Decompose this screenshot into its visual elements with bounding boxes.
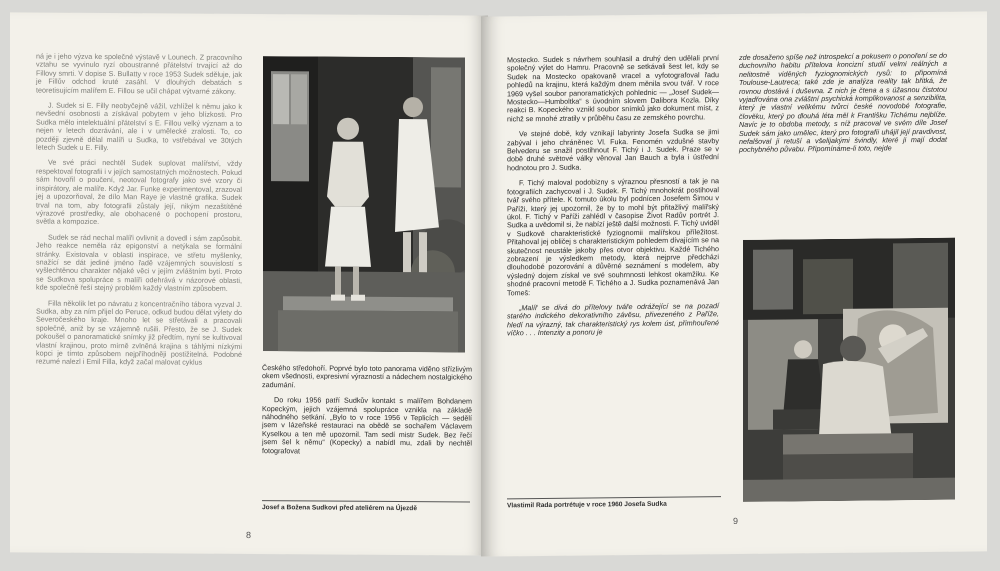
left-page bbox=[10, 12, 488, 555]
paragraph: Mostecko. Sudek s návrhem souhlasil a druhý den udělali první společný výlet do Hamru. Pracovně se setkávali šest let, kdy se Sudek na Mostecko opakovaně vracel a vyfotografoval řadu pohledů na krajinu, která každým dnem měnila svou tvář. V roce 1969 vyšel soubor panoramatických pohlednic — „Josef Sudek—Mostecko—Humboltka“ s úvodním slovem Dalibora Kozla. Díky reakci B. Kopeckého vznikl soubor snímků jako dokument míst, z nichž se mnohé ztratily v průběhu času ze zemského povrchu. bbox=[507, 53, 719, 124]
paragraph: F. Tichý maloval podobizny s výraznou přesností a tak je na fotografiích zachycoval i J. Sudek. F. Tichý mnohokrát postihoval tvář svého přítele. K tomuto úkolu byl podnícen Josefem Šimou v Paříži, který jej upozornil, že by to mohl být přitažlivý malířský úkol. F. Tichý v Paříži zahlédl v časopise Život Radův portrét J. Sudka a uvědomil si, že nabízí ještě další možnosti. F. Tichý uviděl v Sudkově charakteristické fyziognomii malířskou příležitost. Přitahoval jej obličej s charakteristickým pohledem dívajícím se na skutečnost neustále jakoby přes otvor objektivu. Každé Tichého zobrazení je výsledkem metody, která nejprve předcházi dlouhodobé pozorování a důvěrné seznámení s modelem, aby výsledný dojem získal ve své souhrnnosti lehkost okamžiku. Ke shodné pracovní metodě F. Tichého a J. Sudka poznamenává Jan Tomeš: bbox=[507, 176, 719, 297]
left-column-text-2 bbox=[262, 364, 472, 464]
rada-portrait-photo bbox=[743, 238, 955, 502]
paragraph: Ve své práci nechtěl Sudek suplovat malířství, vždy respektoval fotografii i v jejích samostatných možnostech. Pokud sám hovořil o poučení, neotoval fotografy jako své vzory či inspirátory, ale malíře. Když Jar. Funke experimentoval, zrazoval jej a upozorňoval, že dílo Man Raye je vlastně grafika. Sudek trval na tom, aby fotografii zůstaly její, nikým nezaštítěné výrazové prostředky, ale obohacené o pochopení prostoru, světla a kompozice. bbox=[36, 158, 242, 227]
paragraph: Filla několik let po návratu z koncentračního tábora vyzval J. Sudka, aby za ním přijel do Peruce, odkud budou dělat výlety do Severočeského kraje. Mnoho let se střetávali a pracovali společně, aniž by se vzájemně rušili. Přesto, že se J. Sudek pokoušel o panoramatické snímky již předtím, nyní se kultivoval vlastní krajinou, proto mírně zvlněná krajina s táhlými nízkými kopci je tímto způsobem nejpříhodněji postižitelná. Podobné rezumé nalezl i Emil Filla, když začal malovat cyklus bbox=[36, 298, 242, 368]
paragraph: zde dosaženo spíše než introspekcí a pokusem o ponoření se do duchovního habitu přítelova koncizní studií velmi reálných a nelitostně viděných fyziognomických rysů: to připomíná Toulouse-Lautreca; také zde je analýza reality tak břitká, že rovnou dostává i duševna. Z nich je čtena a s úžasnou čistotou vyjadřována ona zvláštní psychická komplikovanost a senzibilita, který je vlastní velikému tvůrci české novodobé fotografie, člověku, který po dlouhá léta měl k Františku Tichému nejblíže. Navíc je to obdoba metody, s níž pracoval ve svém díle Josef Sudek sám jako umělec, který pro fotografii uhájil její pravdivost, nefalšoval ji retuší a všelijakými švindly, které ji mají dodat pochybného půvabu. Připomínáme-li toto, nejde bbox=[739, 50, 947, 155]
sudek-couple-photo bbox=[263, 56, 465, 352]
photo-caption: Vlastimil Rada portrétuje v roce 1960 Josefa Sudka bbox=[507, 500, 667, 510]
paragraph: Sudek se rád nechal malíři ovlivnit a dovedl i sám zapůsobit. Jeho reakce neměla ráz epigonství a netýkala se formální stránky. Existovala v oblasti inspirace, ve střetu myšlenky, snažící se dát jediné jméno řadě vzájemných souvislostí s vyšlechtěnou charakter nějaké věci v jejím zvláštním bytí. Proto se Sudkova spolupráce s malíři odehrává v názorové oblasti, kde společně řeší stejný problém každý vlastním způsobem. bbox=[36, 232, 242, 294]
paragraph: Českého středohoří. Poprvé bylo toto panorama viděno střízlivým okem všednosti, expresivní výrazností a nádechem nostalgického zadumání. bbox=[262, 363, 472, 390]
photo-caption: Josef a Božena Sudkovi před ateliérem na Újezdě bbox=[262, 504, 418, 513]
caption-divider bbox=[262, 500, 470, 502]
paragraph: Do roku 1956 patří Sudkův kontakt s malířem Bohdanem Kopeckým, jejich vzájemná spolupráce vznikla na základě náhodného setkání. „Bylo to v roce 1956 v Teplicích — sedělí jsem v lázeňské restauraci na obědě se sochařem Václavem Kyselkou a ten mě upozornil. Tam sedí mistr Sudek. Bez řečí jsem šel k němu“ (Kopecky) a nabídl mu, zdali by nechtěl fotografovat bbox=[262, 395, 472, 456]
page-number: 8 bbox=[246, 529, 252, 541]
page-number: 9 bbox=[733, 515, 739, 527]
right-column-text-2 bbox=[739, 52, 947, 162]
caption-divider bbox=[507, 496, 721, 499]
right-page bbox=[481, 11, 987, 556]
paragraph: J. Sudek si E. Filly neobyčejně vážil, vzhlížel k němu jako k nevšední osobnosti a získával pobytem v jeho blízkosti. Pro Sudka mělo intelektuální přátelství s E. Fillou velký význam a to nejen v letech dozrávání, ale i v umělecké zralosti. To, co později zjevně dělal malíři u Sudka, to vstřebával ve 30tých letech Sudek u E. Filly. bbox=[36, 100, 242, 153]
left-column-text bbox=[36, 53, 242, 375]
paragraph: Ve stejné době, kdy vznikají labyrinty Josefa Sudka se jimi zabýval i jeho chráněnec Vl. Fuka. Fenomén vzdušné stavby Belvederu se snažil postihnout F. Tichý i J. Sudek. Praze se v době druhé světové války věnoval Jan Bauch a byla i ústřední hodnotou pro J. Sudka. bbox=[507, 127, 719, 173]
quote: „Malíř se dívá do přítelovy tváře odrážející se na pozadí starého indického dekorativního závěsu, přivezeného z Paříže, hledí na výrazný, tak charakteristický rys kolem úst, přimhouřené víčko . . . Intenzity a ponoru je bbox=[507, 301, 719, 338]
right-column-text bbox=[507, 54, 719, 345]
paragraph: ná je i jeho výzva ke společné výstavě v Lounech. Z pracovního vztahu se vyvinulo ryzí oboustranné přátelství trvající až do Fillovy smrti. V dopise S. Bullatty v roce 1953 Sudek sděluje, jak je Fillův odchod kruté zasáhl. V dlouhých debatách s teoretisujícím malířem E. Fillou se učil chápat výtvarné zákony. bbox=[36, 51, 242, 96]
